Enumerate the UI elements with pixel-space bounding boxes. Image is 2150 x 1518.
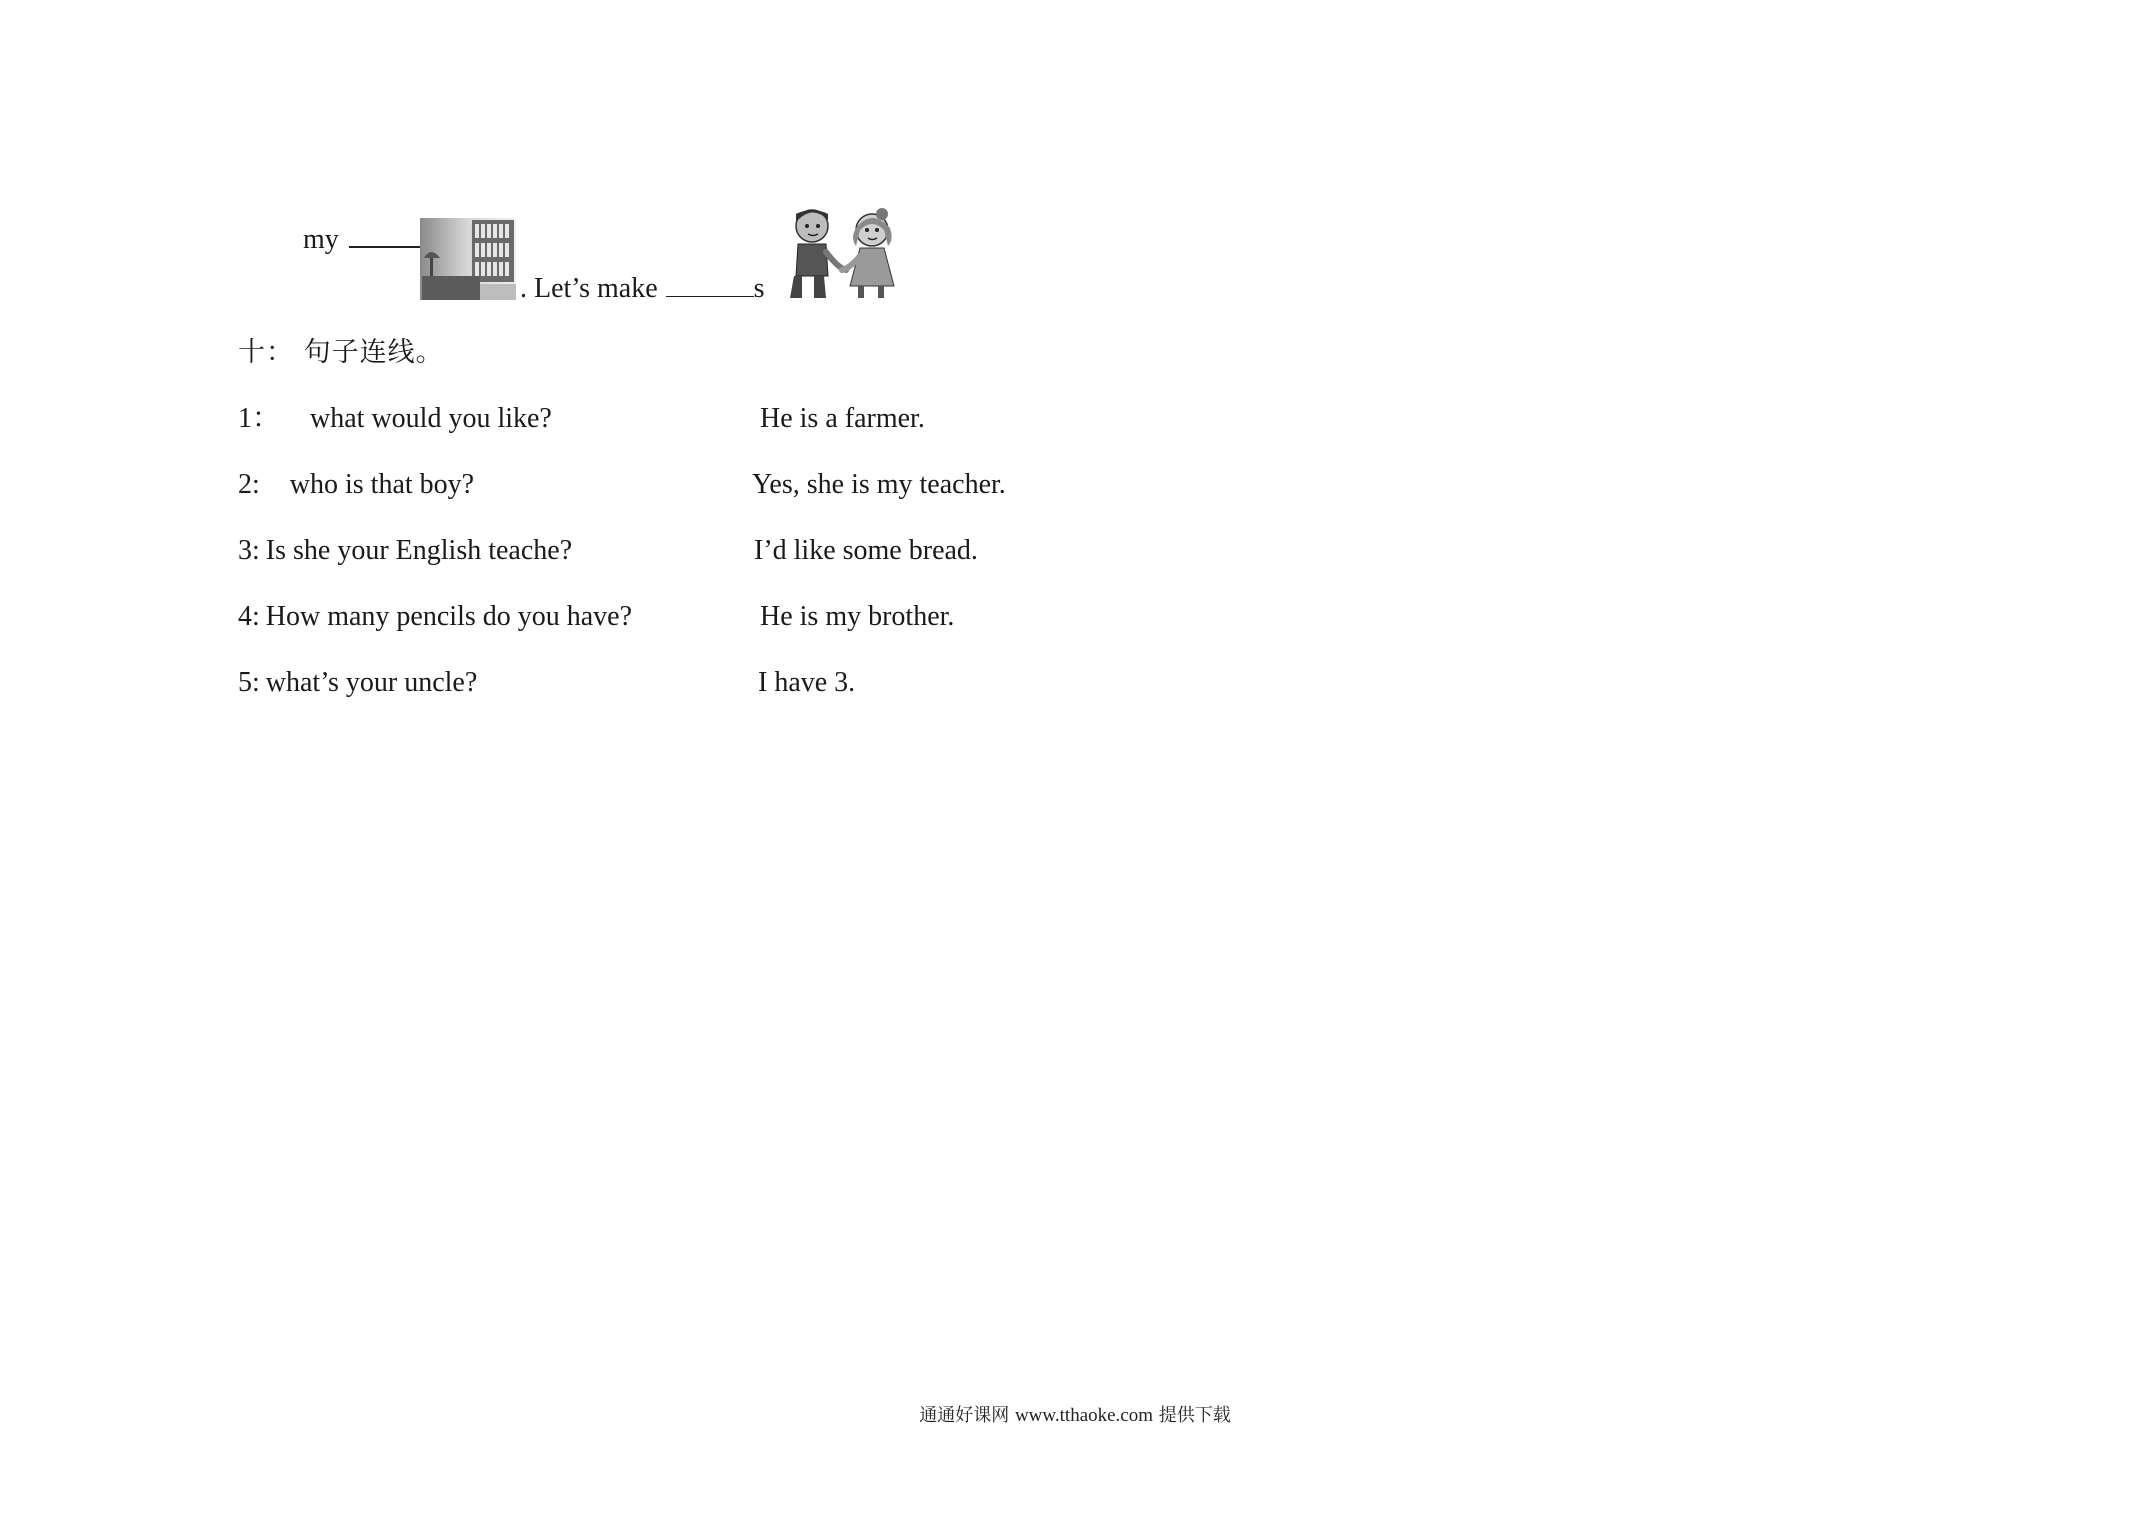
answer-option: He is a farmer. [760, 403, 925, 434]
question-row [238, 666, 477, 700]
answer-option: He is my brother. [760, 601, 955, 632]
question-text: what’s your uncle? [265, 667, 478, 698]
question-number: 2: [238, 469, 260, 500]
question-number: 3: [238, 535, 260, 566]
question-number: 5: [238, 667, 260, 698]
answer-option: I’d like some bread. [754, 535, 978, 566]
fill-in-middle: . Let’s make [520, 273, 658, 304]
question-text: How many pencils do you have? [265, 601, 633, 632]
fill-in-middle-text [520, 270, 765, 306]
question-row [238, 534, 572, 568]
question-row [238, 468, 474, 502]
footer-tail: 提供下载 [1158, 1405, 1231, 1426]
room-with-bookshelf-picture [420, 218, 516, 300]
page-footer [0, 1404, 2150, 1428]
question-row [238, 600, 632, 634]
fill-in-prefix: my [303, 224, 339, 255]
question-row [238, 402, 552, 436]
question-number: 4: [238, 601, 260, 632]
question-text: who is that boy? [289, 469, 475, 500]
fill-in-suffix: s [753, 273, 765, 304]
answer-blank-2[interactable] [666, 270, 754, 297]
question-number: 1： [238, 403, 281, 434]
answer-option: Yes, she is my teacher. [752, 469, 1006, 500]
footer-url[interactable]: www.tthaoke.com [1014, 1405, 1154, 1426]
section-title: 十： 句子连线。 [238, 337, 444, 368]
fill-in-sentence [303, 220, 421, 257]
question-text: what would you like? [310, 403, 552, 434]
footer-site-name: 通通好课网 [919, 1405, 1010, 1426]
question-text: Is she your English teache? [265, 535, 573, 566]
two-children-shaking-hands-picture [780, 206, 906, 300]
answer-option: I have 3. [758, 667, 856, 698]
answer-blank-1[interactable] [349, 220, 421, 248]
